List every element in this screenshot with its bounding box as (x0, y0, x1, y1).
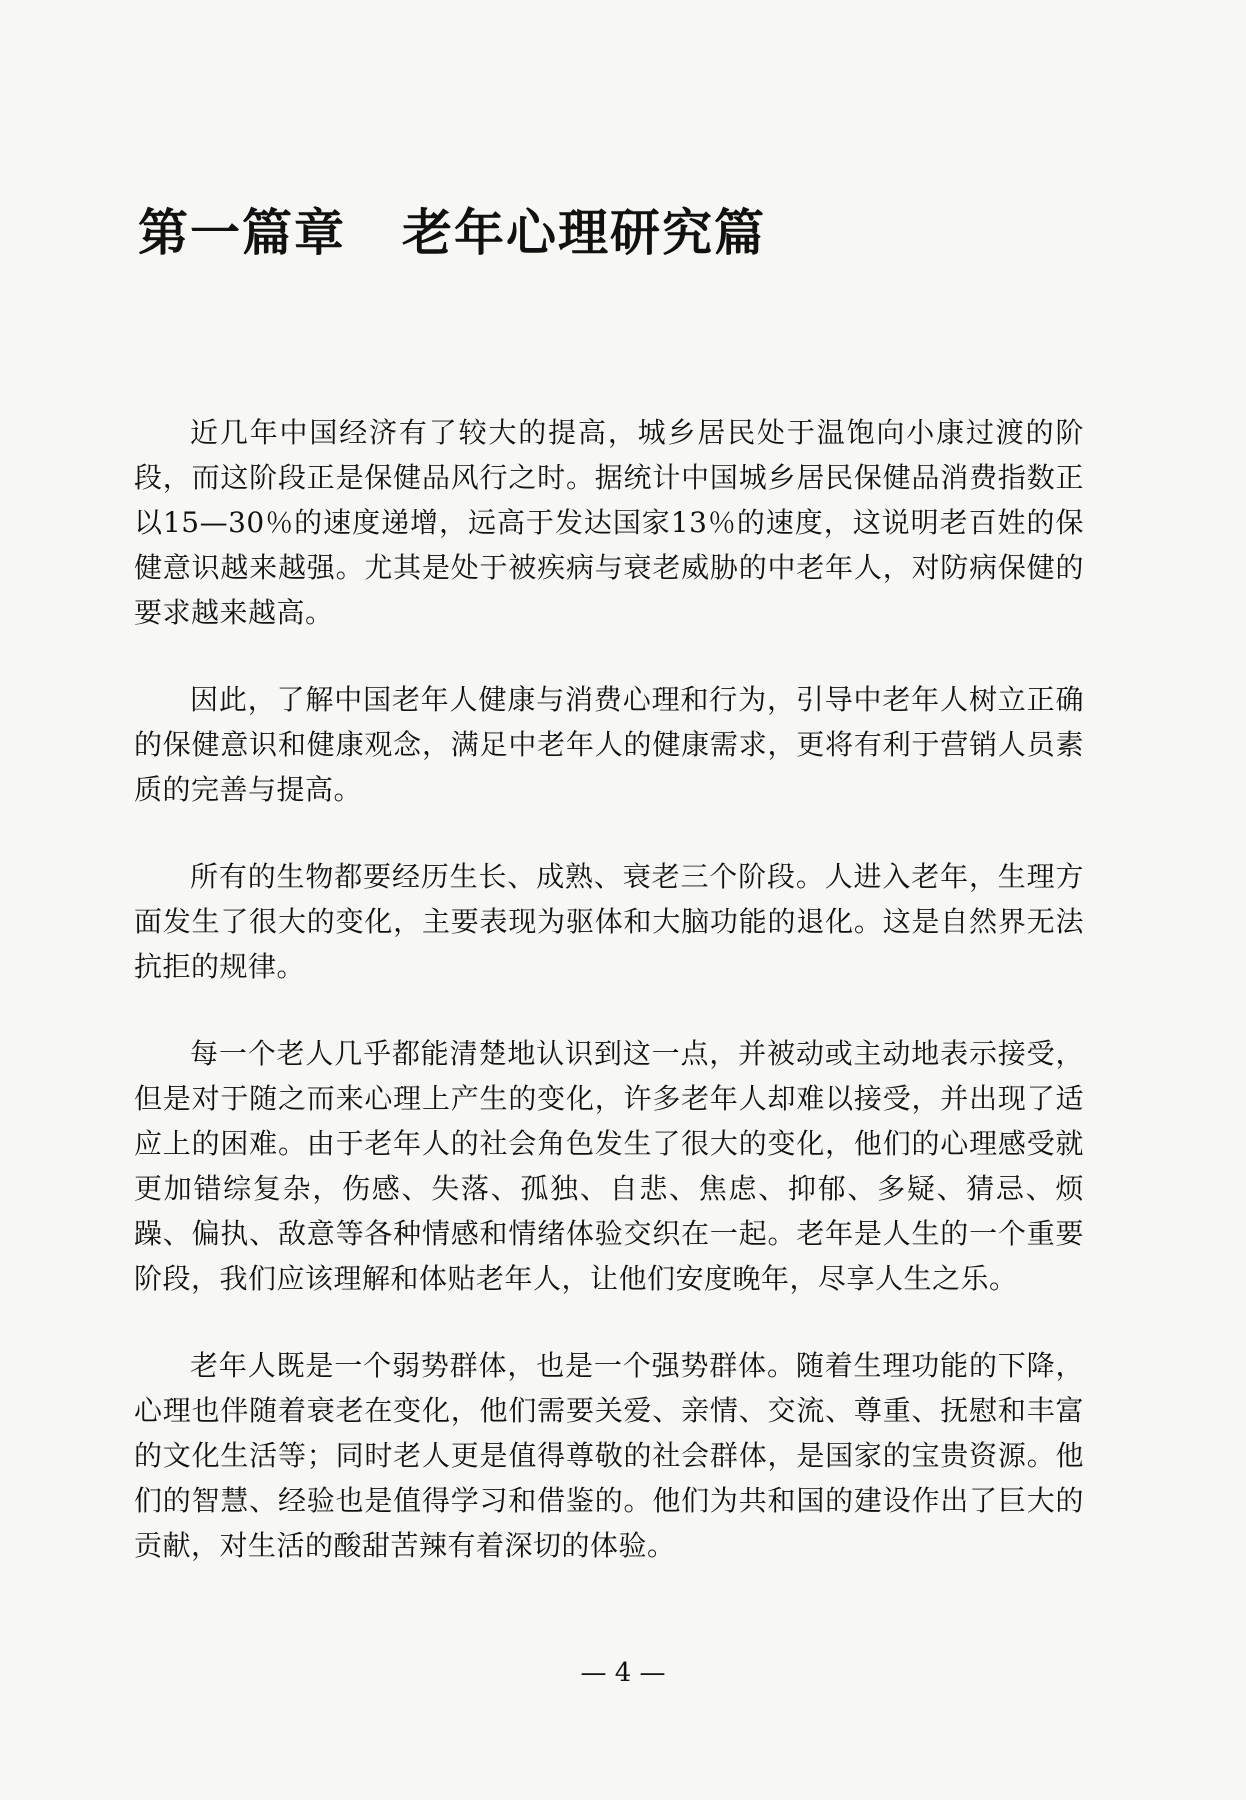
paragraph-5: 老年人既是一个弱势群体，也是一个强势群体。随着生理功能的下降，心理也伴随着衰老在变化，他们需要关爱、亲情、交流、尊重、抚慰和丰富的文化生活等；同时老人更是值得尊敬的社会群体，是国家的宝贵资源。他们的智慧、经验也是值得学习和借鉴的。他们为共和国的建设作出了巨大的贡献，对生活的酸甜苦辣有着深切的体验。 (134, 1349, 1084, 1562)
chapter-name: 老年心理研究篇 (402, 204, 766, 262)
paragraph-2: 因此，了解中国老年人健康与消费心理和行为，引导中老年人树立正确的保健意识和健康观念，满足中老年人的健康需求，更将有利于营销人员素质的完善与提高。 (134, 683, 1084, 806)
chapter-label: 第一篇章 (138, 204, 346, 262)
body-text (134, 410, 1084, 1610)
paragraph-1: 近几年中国经济有了较大的提高，城乡居民处于温饱向小康过渡的阶段，而这阶段正是保健品风行之时。据统计中国城乡居民保健品消费指数正以15—30％的速度递增，远高于发达国家13％的速度，这说明老百姓的保健意识越来越强。尤其是处于被疾病与衰老威胁的中老年人，对防病保健的要求越来越高。 (134, 416, 1084, 629)
page-number: — 4 — (580, 1658, 666, 1688)
chapter-title (138, 204, 766, 262)
paragraph-4: 每一个老人几乎都能清楚地认识到这一点，并被动或主动地表示接受，但是对于随之而来心理上产生的变化，许多老年人却难以接受，并出现了适应上的困难。由于老年人的社会角色发生了很大的变化，他们的心理感受就更加错综复杂，伤感、失落、孤独、自悲、焦虑、抑郁、多疑、猜忌、烦躁、偏执、敌意等各种情感和情绪体验交织在一起。老年是人生的一个重要阶段，我们应该理解和体贴老年人，让他们安度晚年，尽享人生之乐。 (134, 1037, 1084, 1295)
paragraph-3: 所有的生物都要经历生长、成熟、衰老三个阶段。人进入老年，生理方面发生了很大的变化，主要表现为驱体和大脑功能的退化。这是自然界无法抗拒的规律。 (134, 860, 1084, 983)
